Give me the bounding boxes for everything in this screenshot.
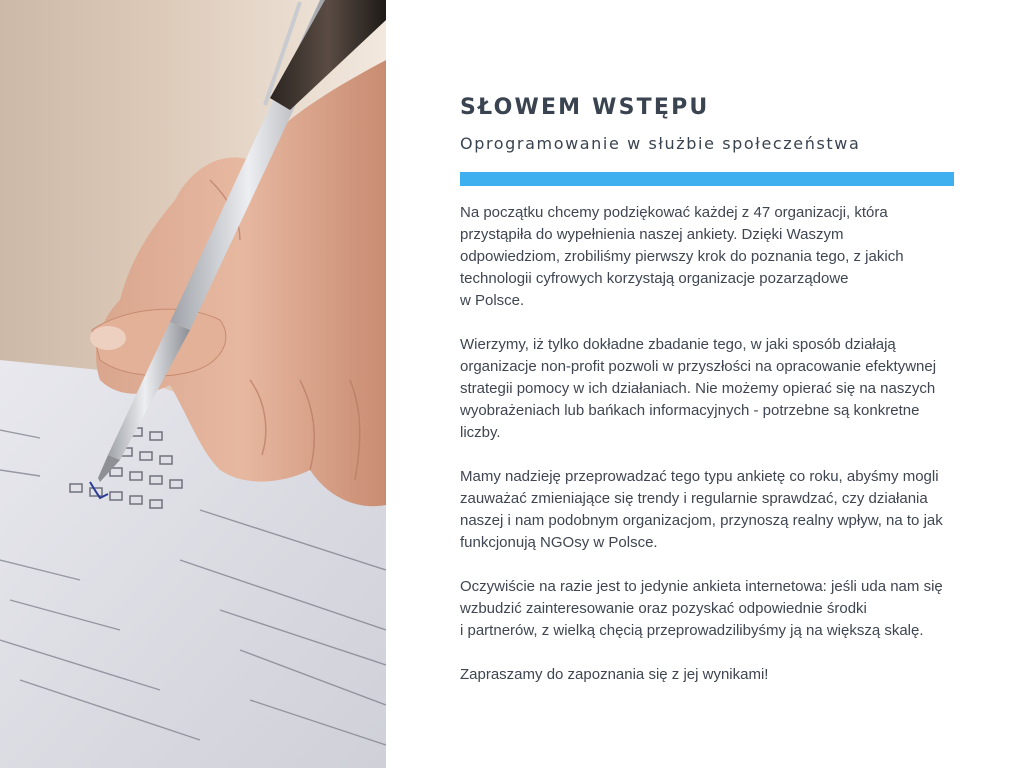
paragraph-belief: Wierzymy, iż tylko dokładne zbadanie tego, w jaki sposób działają organizacje non-profit pozwoli w przyszłości na opracowanie efektywnej strategii pomocy w ich działaniach. Nie możemy opierać się na naszych wyobrażeniach lub bańkach informacyjnych - potrzebne są konkretne liczby.	[460, 336, 937, 441]
paragraph-scope: Oczywiście na razie jest to jedynie ankieta internetowa: jeśli uda nam się wzbudzić zainteresowanie oraz pozyskać odpowiednie środki i partnerów, z wielką chęcią przeprowadzilibyśmy ją na większą skalę.	[460, 578, 943, 639]
intro-section	[460, 90, 960, 708]
thumbnail	[90, 326, 126, 350]
page-title: SŁOWEM WSTĘPU	[460, 95, 710, 120]
paragraph-hope: Mamy nadzieję przeprowadzać tego typu ankietę co roku, abyśmy mogli zauważać zmieniające się trendy i regularnie sprawdzać, czy działania naszej i nam podobnym organizacjom, przynoszą realny wpływ, na to jak funkcjonują NGOsy w Polsce.	[460, 468, 943, 551]
page-subtitle: Oprogramowanie w służbie społeczeństwa	[460, 134, 861, 153]
paragraph-invitation: Zapraszamy do zapoznania się z jej wynikami!	[460, 666, 769, 683]
hand-writing-pen-photo	[0, 0, 386, 768]
paragraph-thanks: Na początku chcemy podziękować każdej z 47 organizacji, która przystąpiła do wypełnienia naszej ankiety. Dzięki Waszym odpowiedziom, zrobiliśmy pierwszy krok do poznania tego, z jakich technologii cyfrowych korzystają organizacje pozarządowe w Polsce.	[460, 204, 904, 309]
accent-bar	[460, 172, 954, 186]
body-text	[460, 202, 960, 686]
